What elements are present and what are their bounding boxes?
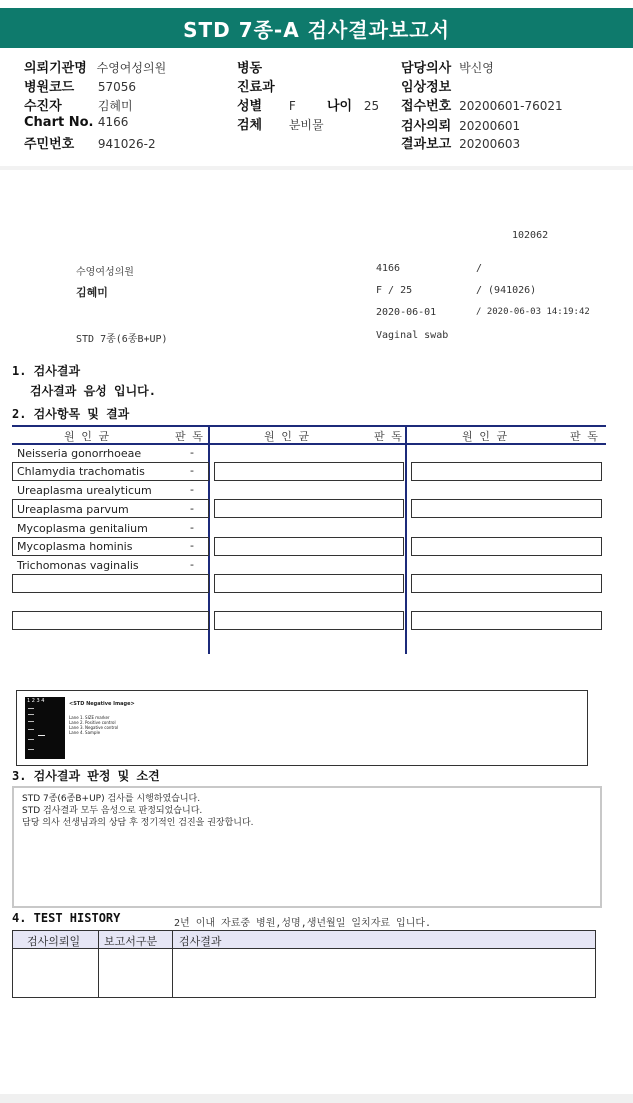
header-row-sex [237, 95, 296, 114]
section-3-title: 3. 검사결과 판정 및 소견 [12, 769, 160, 783]
organism-row-3: Ureaplasma urealyticum [17, 484, 152, 497]
empty-box-c2-2 [214, 499, 404, 518]
resident-number-value: 941026-2 [97, 137, 156, 151]
gel-legend-item: Lane 4. Sample [69, 730, 101, 735]
result-row-7: - [190, 558, 194, 571]
header-row-chart [24, 115, 128, 130]
gel-image-box [16, 690, 588, 766]
column-divider-2 [405, 425, 407, 654]
history-table-header [13, 931, 595, 949]
report-title: STD 7종-A 검사결과보고서 [0, 8, 633, 48]
empty-box-c2-3 [214, 537, 404, 556]
gel-legend [69, 715, 118, 735]
gel-band [28, 749, 34, 750]
findings-box [12, 786, 602, 908]
gel-band [28, 739, 34, 740]
history-col-request-date: 검사의뢰일 [27, 935, 81, 948]
clinic-value: 수영여성의원 [96, 61, 167, 75]
clinic-label: 의뢰기관명 [24, 61, 87, 76]
header-row-receipt [401, 95, 563, 114]
report-clinic: 수영여성의원 [76, 267, 134, 278]
doctor-label: 담당의사 [401, 61, 452, 76]
result-row-5: - [190, 521, 194, 534]
section-4-title: 4. TEST HISTORY [12, 911, 121, 925]
sex-label: 성별 [237, 99, 263, 114]
history-col-report-type: 보고서구분 [104, 935, 158, 948]
header-row-patient [24, 95, 133, 114]
doctor-value: 박신영 [459, 61, 494, 75]
report-body [0, 170, 633, 1095]
gel-electrophoresis-image [25, 697, 65, 759]
results-table-header [12, 425, 606, 445]
history-note: 2년 이내 자료중 병원,성명,생년월일 일치자료 입니다. [174, 918, 432, 929]
gel-band [38, 735, 45, 736]
report-chart: 4166 [376, 263, 401, 274]
findings-text [22, 793, 254, 829]
result-row-2: - [190, 464, 194, 477]
receipt-label: 접수번호 [401, 99, 452, 114]
chart-value: 4166 [97, 115, 129, 129]
empty-box-c3-1 [411, 462, 602, 481]
ward-label: 병동 [237, 61, 263, 76]
report-date1: 2020-06-01 [376, 307, 437, 318]
organism-row-4: Ureaplasma parvum [17, 503, 129, 516]
empty-box-c2-1 [214, 462, 404, 481]
report-test: STD 7종(6종B+UP) [76, 334, 168, 345]
hospital-code-value: 57056 [97, 80, 137, 94]
department-label: 진료과 [237, 80, 275, 95]
gel-legend-item: Lane 2. Positive control [69, 720, 116, 725]
header-row-report-date [401, 133, 520, 152]
report-date-label: 결과보고 [401, 137, 452, 152]
report-date2: / 2020-06-03 14:19:42 [476, 307, 590, 317]
patient-label: 수진자 [24, 99, 62, 114]
report-birth: / (941026) [476, 285, 537, 296]
header-row-hospital-code [24, 76, 136, 95]
sex-value: F [288, 99, 296, 113]
gel-band [28, 729, 34, 730]
organism-row-2: Chlamydia trachomatis [17, 465, 145, 478]
request-label: 검사의뢰 [401, 119, 452, 134]
empty-box-c3-3 [411, 537, 602, 556]
section-1-title: 1. 검사결과 [12, 364, 81, 378]
specimen-label: 검체 [237, 118, 263, 133]
col-header-organism-1: 원 인 균 [64, 430, 110, 443]
specimen-value: 분비물 [288, 118, 324, 132]
request-value: 20200601 [459, 119, 521, 133]
age-label: 나이 [327, 99, 353, 114]
chart-label: Chart No. [24, 115, 94, 130]
report-patient: 김혜미 [76, 286, 108, 299]
empty-box-c3-5 [411, 611, 602, 630]
gel-image-title: <STD Negative Image> [69, 701, 135, 707]
empty-box-c1-b [12, 611, 209, 630]
col-header-judge-3: 판 독 [570, 430, 598, 443]
header-row-resident-number [24, 133, 156, 152]
empty-box-c2-5 [214, 611, 404, 630]
age-value: 25 [363, 99, 380, 113]
result-row-1: - [190, 446, 194, 459]
receipt-value: 20200601-76021 [459, 99, 563, 113]
gel-lane-labels: 1 2 3 4 [27, 698, 45, 704]
header-row-ward [237, 57, 262, 76]
hospital-code-label: 병원코드 [24, 80, 75, 95]
finding-line: 담당 의사 선생님과의 상담 후 정기적인 검진을 권장합니다. [22, 818, 254, 828]
report-code: 102062 [512, 230, 549, 241]
result-row-6: - [190, 539, 194, 552]
gel-band [28, 721, 34, 722]
section-1-text: 검사결과 음성 입니다. [30, 384, 157, 398]
header-row-age [327, 95, 379, 114]
gel-legend-item: Lane 3. Negative control [69, 725, 119, 730]
history-divider [172, 931, 173, 997]
empty-box-c3-2 [411, 499, 602, 518]
patient-header [0, 48, 633, 168]
history-col-result: 검사결과 [179, 935, 222, 948]
gel-band [28, 708, 34, 709]
header-row-department [237, 76, 275, 95]
header-row-doctor [401, 57, 494, 76]
patient-value: 김혜미 [97, 99, 133, 113]
gel-legend-item: Lane 1. SIZE marker [69, 715, 110, 720]
history-divider [98, 931, 99, 997]
organism-row-1: Neisseria gonorrhoeae [17, 447, 142, 460]
report-date-value: 20200603 [459, 137, 521, 151]
col-header-judge-2: 판 독 [374, 430, 402, 443]
result-row-4: - [190, 502, 194, 515]
col-header-judge-1: 판 독 [175, 430, 203, 443]
history-table [12, 930, 596, 998]
header-row-clinic [24, 57, 166, 76]
result-row-3: - [190, 483, 194, 496]
gel-band [28, 714, 34, 715]
resident-number-label: 주민번호 [24, 137, 75, 152]
col-header-organism-3: 원 인 균 [462, 430, 508, 443]
empty-box-c2-4 [214, 574, 404, 593]
organism-row-5: Mycoplasma genitalium [17, 522, 148, 535]
report-specimen: Vaginal swab [376, 330, 449, 341]
empty-box-c3-4 [411, 574, 602, 593]
clinical-info-label: 임상정보 [401, 80, 452, 95]
finding-line: STD 7종(6종B+UP) 검사를 시행하였습니다. [22, 794, 201, 804]
organism-row-7: Trichomonas vaginalis [17, 559, 139, 572]
finding-line: STD 검사결과 모두 음성으로 판정되었습니다. [22, 806, 203, 816]
header-row-specimen [237, 114, 324, 133]
page-footer [0, 1094, 633, 1103]
header-row-clinical-info [401, 76, 451, 95]
report-sex-age: F / 25 [376, 285, 413, 296]
section-2-title: 2. 검사항목 및 결과 [12, 407, 130, 421]
header-row-request [401, 115, 520, 134]
empty-box-c1-a [12, 574, 209, 593]
report-slash: / [476, 263, 483, 274]
col-header-organism-2: 원 인 균 [264, 430, 310, 443]
organism-row-6: Mycoplasma hominis [17, 540, 133, 553]
